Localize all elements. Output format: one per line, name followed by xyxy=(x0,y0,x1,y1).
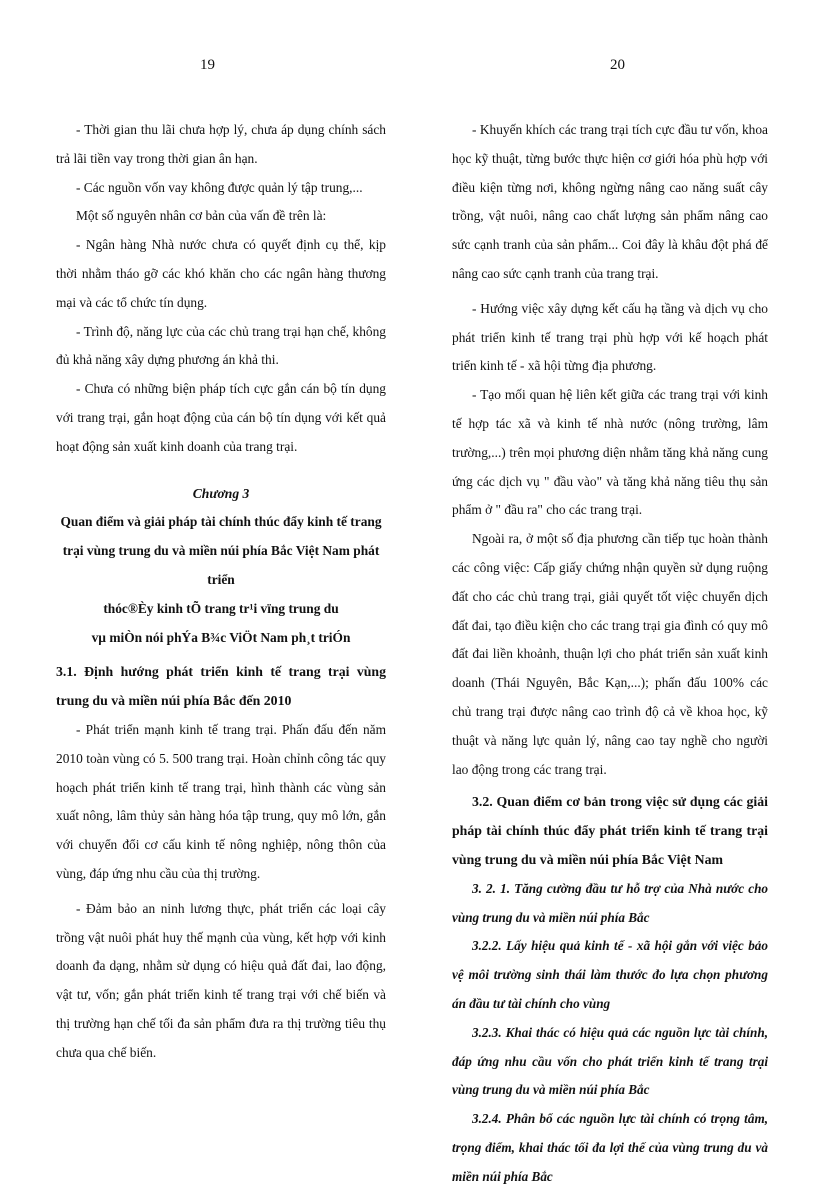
paragraph: - Tạo mối quan hệ liên kết giữa các trang trại với kinh tế hợp tác xã và kinh tế nhà nước (nông trường, lâm trường,...) trên mọi phương diện nhằm tăng khả năng cung ứng các dịch vụ " đầu vào" và tăng khả năng tiêu thụ sản phẩm ở " đầu ra" cho các trang trại. xyxy=(452,387,768,518)
section-heading-3-1: 3.1. Định hướng phát triển kinh tế trang trại vùng trung du và miền núi phía Bắc đến 2010 xyxy=(56,664,386,709)
left-column xyxy=(56,116,386,1068)
paragraph: - Chưa có những biện pháp tích cực gắn cán bộ tín dụng với trang trại, gắn hoạt động của cán bộ tín dụng với kết quả hoạt động sản xuất kinh doanh của trang trại. xyxy=(56,381,386,454)
right-page-number: 20 xyxy=(610,57,625,73)
paragraph: - Các nguồn vốn vay không được quản lý tập trung,... xyxy=(76,179,363,195)
chapter-title-garbled-1: thóc®Èy kinh tÕ trang tr¹i vïng trung du xyxy=(103,600,339,616)
paragraph: - Khuyến khích các trang trại tích cực đầu tư vốn, khoa học kỹ thuật, từng bước thực hiện cơ giới hóa phù hợp với điều kiện từng nơi, không ngừng nâng cao năng suất cây trồng, vật nuôi, nâng cao chất lượng sản phẩm nâng cao sức cạnh tranh của sản phẩm... Coi đây là khâu đột phá để nâng cao sức cạnh tranh của trang trại. xyxy=(452,122,768,281)
chapter-label: Chương 3 xyxy=(192,485,250,501)
section-heading-3-2: 3.2. Quan điểm cơ bản trong việc sử dụng các giải pháp tài chính thúc đẩy phát triển kinh tế trang trại vùng trung du và miền núi phía Bắc Việt Nam xyxy=(452,794,768,867)
paragraph: - Đảm bảo an ninh lương thực, phát triển các loại cây trồng vật nuôi phát huy thế mạnh của vùng, kết hợp với kinh doanh đa dạng, nhằm sử dụng có hiệu quả đất đai, lao động, vật tư, vốn; gắn phát triển kinh tế trang trại với chế biến và thị trường hạn chế tối đa sản phẩm đưa ra thị trường tiêu thụ chưa qua chế biến. xyxy=(56,900,386,1060)
subsection-heading-3-2-2: 3.2.2. Lấy hiệu quả kinh tế - xã hội gắn với việc bảo vệ môi trường sinh thái làm thước đo lựa chọn phương án đầu tư tài chính cho vùng xyxy=(452,938,768,1011)
right-column xyxy=(452,116,768,1191)
chapter-title-garbled-2: vµ miÒn nói phÝa B¾c ViÖt Nam ph¸t triÓn xyxy=(91,629,351,645)
left-page-number: 19 xyxy=(200,57,215,73)
paragraph: Ngoài ra, ở một số địa phương cần tiếp tục hoàn thành các công việc: Cấp giấy chứng nhận quyền sử dụng ruộng đất cho các chủ trang trại, giải quyết tốt việc chuyển dịch đất đai, tạo điều kiện cho các trang trại gia đình có quy mô đất đai liền khoảnh, thuận lợi cho phát triển sản xuất kinh doanh (Thái Nguyên, Bắc Kạn,...); phấn đấu 100% các chủ trang trại được nâng cao trình độ cả về khoa học, kỹ thuật và năng lực quản lý, nâng cao tay nghề cho người lao động trong các trang trại. xyxy=(452,531,768,777)
subsection-heading-3-2-1: 3. 2. 1. Tăng cường đầu tư hỗ trợ của Nhà nước cho vùng trung du và miền núi phía Bắc xyxy=(452,880,768,925)
chapter-title: Quan điểm và giải pháp tài chính thúc đẩy kinh tế trang trại vùng trung du và miền núi phía Bắc Việt Nam phát triển xyxy=(60,514,382,587)
paragraph: - Trình độ, năng lực của các chủ trang trại hạn chế, không đủ khả năng xây dựng phương án khả thi. xyxy=(56,323,386,368)
subsection-heading-3-2-3: 3.2.3. Khai thác có hiệu quả các nguồn lực tài chính, đáp ứng nhu cầu vốn cho phát triển kinh tế trang trại vùng trung du và miền núi phía Bắc xyxy=(452,1024,768,1098)
paragraph: - Ngân hàng Nhà nước chưa có quyết định cụ thể, kịp thời nhằm tháo gỡ các khó khăn cho các ngân hàng thương mại và các tổ chức tín dụng. xyxy=(56,237,386,310)
paragraph: - Phát triển mạnh kinh tế trang trại. Phấn đấu đến năm 2010 toàn vùng có 5. 500 trang trại. Hoàn chỉnh công tác quy hoạch phát triển kinh tế trang trại, hình thành các vùng sản xuất nông, lâm thủy sản hàng hóa tập trung, quy mô lớn, gắn với chuyển đổi cơ cấu kinh tế nông nghiệp, nông thôn của vùng, đáp ứng nhu cầu của thị trường. xyxy=(56,721,386,881)
paragraph: Một số nguyên nhân cơ bản của vấn đề trên là: xyxy=(76,208,327,224)
paragraph: - Thời gian thu lãi chưa hợp lý, chưa áp dụng chính sách trả lãi tiền vay trong thời gian ân hạn. xyxy=(56,122,386,166)
subsection-heading-3-2-4: 3.2.4. Phân bổ các nguồn lực tài chính có trọng tâm, trọng điểm, khai thác tối đa lợi thế của vùng trung du và miền núi phía Bắc xyxy=(452,1111,768,1184)
paragraph: - Hướng việc xây dựng kết cấu hạ tầng và dịch vụ cho phát triển kinh tế trang trại phù hợp với kế hoạch phát triển kinh tế - xã hội từng địa phương. xyxy=(452,300,768,374)
